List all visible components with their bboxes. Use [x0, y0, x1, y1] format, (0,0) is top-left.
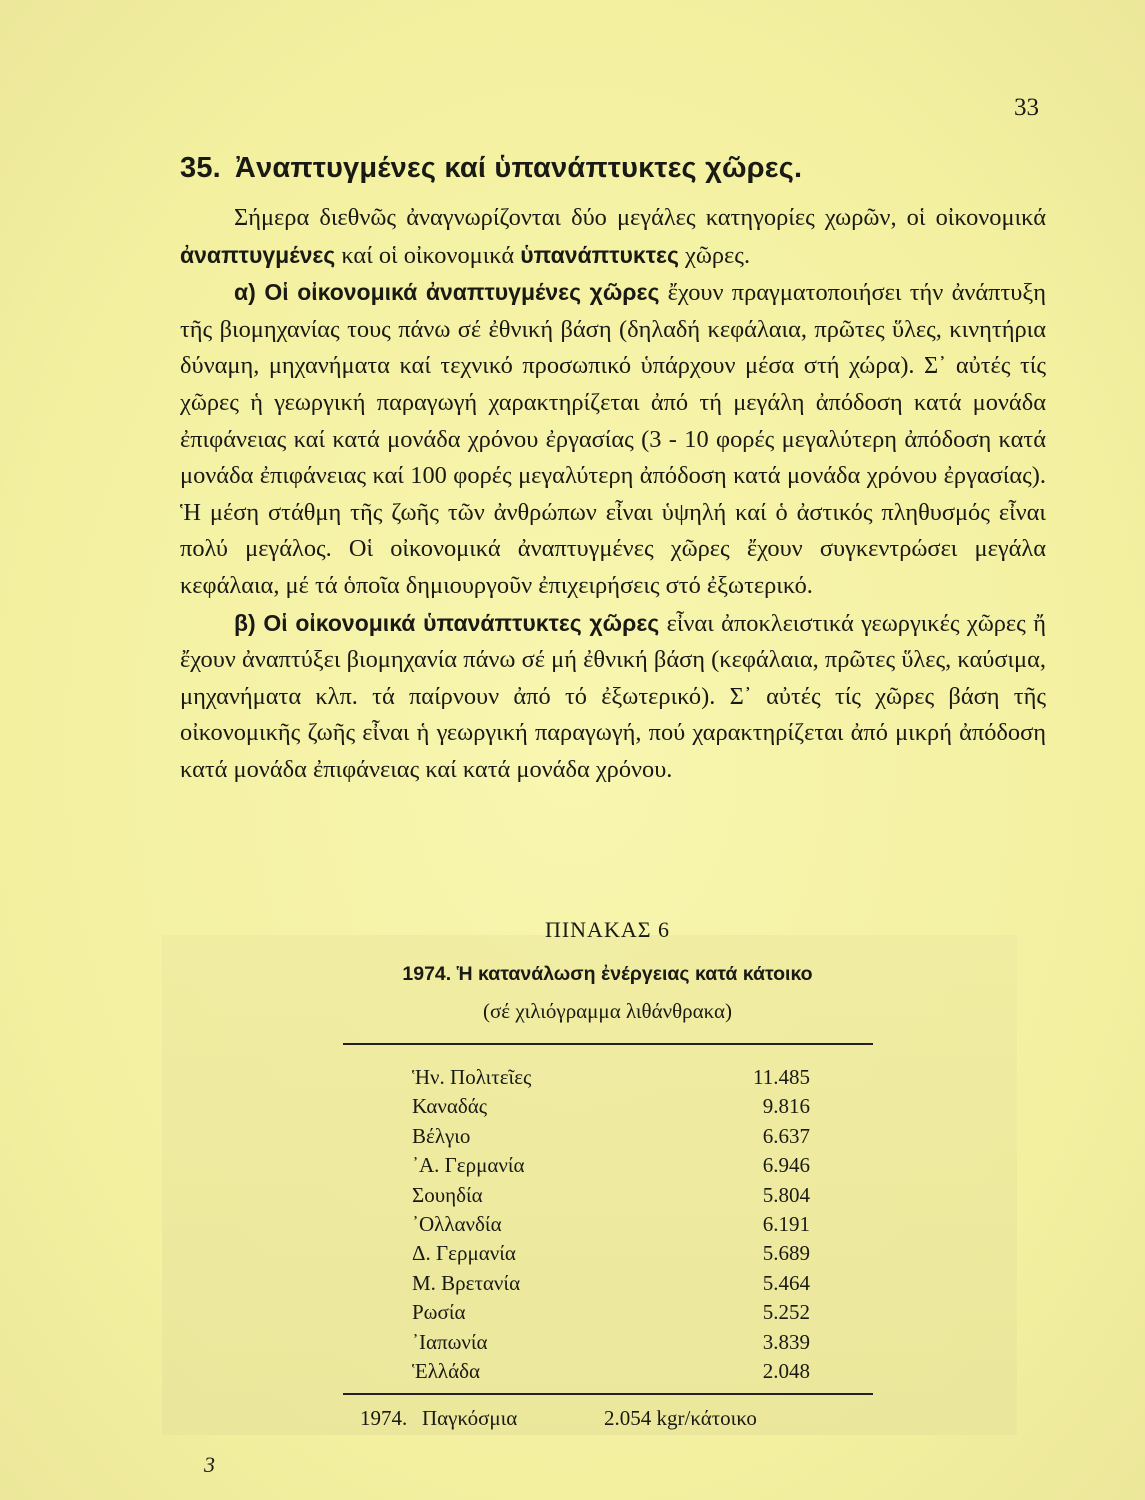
energy-value: 5.689: [762, 1241, 810, 1266]
energy-value: 6.637: [762, 1123, 810, 1148]
country-name: ᾿Ολλανδία: [412, 1211, 502, 1236]
energy-table: [400, 1065, 820, 1388]
signature-mark: 3: [204, 1452, 215, 1477]
energy-value: 5.464: [762, 1270, 810, 1295]
table-title: 1974. Ἡ κατανάλωση ἐνέργειας κατά κάτοικο: [402, 963, 813, 985]
energy-value: 6.946: [762, 1153, 810, 1178]
table-row: [400, 1271, 820, 1300]
page-number: 33: [1014, 94, 1039, 121]
paragraph-underdeveloped: β) Οἱ οἰκονομικά ὑπανάπτυκτες χῶρες εἶναι ἀποκλειστικά γεωργικές χῶρες ἤ ἔχουν ἀναπτύξει βιομηχανία πάνω σέ μή ἐθνική βάση (κεφάλαια, πρῶτες ὕλες, καύσιμα, μηχανήματα κλπ. τά παίρνουν ἀπό τό ἐξωτερικό). Σ᾽ αὐτές τίς χῶρες βάση τῆς οἰκονομικῆς ζωῆς εἶναι ἡ γεωργική παραγωγή, πού χαρακτηρίζεται ἀπό μικρή ἀπόδοση κατά μονάδα ἐπιφάνειας καί κατά μονάδα χρόνου.: [180, 609, 1046, 783]
country-name: Βέλγιο: [412, 1123, 471, 1148]
total-label: Παγκόσμια: [422, 1406, 518, 1430]
country-name: Καναδάς: [412, 1094, 488, 1119]
paragraph-developed: α) Οἱ οἰκονομικά ἀναπτυγμένες χῶρες ἔχουν πραγματοποιήσει τήν ἀνάπτυξη τῆς βιομηχανίας τους πάνω σέ ἐθνική βάση (δηλαδή κεφάλαια, πρῶτες ὕλες, κινητήρια δύναμη, μηχανήματα καί τεχνικό προσωπικό ὑπάρχουν μέσα στή χώρα). Σ᾽ αὐτές τίς χῶρες ἡ γεωργική παραγωγή χαρακτηρίζεται ἀπό τή μεγάλη ἀπόδοση κατά μονάδα ἐπιφάνειας καί κατά μονάδα χρόνου ἐργασίας (3 - 10 φορές μεγαλύτερη ἀπόδοση κατά μονάδα ἐπιφάνειας καί 100 φορές μεγαλύτερη ἀπόδοση κατά μονάδα χρόνου ἐργασίας). Ἡ μέση στάθμη τῆς ζωῆς τῶν ἀνθρώπων εἶναι ὑψηλή καί ὁ ἀστικός πληθυσμός εἶναι πολύ μεγάλος. Οἱ οἰκονομικά ἀναπτυγμένες χῶρες ἔχουν συγκεντρώσει μεγάλα κεφάλαια, μέ τά ὁποῖα δημιουργοῦν ἐπιχειρήσεις στό ἐξωτερικό.: [180, 279, 1046, 599]
country-name: Δ. Γερμανία: [412, 1241, 516, 1266]
table-row: [400, 1241, 820, 1270]
energy-value: 5.252: [762, 1300, 810, 1325]
total-value: 2.054 kgr/κάτοικο: [604, 1406, 757, 1430]
country-name: Σουηδία: [412, 1182, 483, 1207]
paragraph-lead: β) Οἱ οἰκονομικά ὑπανάπτυκτες χῶρες: [234, 609, 660, 636]
energy-value: 6.191: [762, 1211, 810, 1236]
energy-value: 2.048: [762, 1358, 810, 1383]
energy-value: 5.804: [762, 1182, 810, 1207]
section-heading: [180, 152, 802, 185]
section-title: Ἀναπτυγμένες καί ὑπανάπτυκτες χῶρες.: [234, 152, 803, 184]
section-number: 35.: [180, 152, 221, 184]
paragraph-intro: Σήμερα διεθνῶς ἀναγνωρίζονται δύο μεγάλες κατηγορίες χωρῶν, οἱ οἰκονομικά ἀναπτυγμένες καί οἱ οἰκονομικά ὑπανάπτυκτες χῶρες.: [180, 204, 1046, 269]
table-row: [400, 1153, 820, 1182]
country-name: ᾿Α. Γερμανία: [412, 1153, 525, 1178]
table-row: [400, 1065, 820, 1094]
table-row: [400, 1300, 820, 1329]
table-row: [400, 1124, 820, 1153]
table-row: [400, 1183, 820, 1212]
country-name: Ἡν. Πολιτεῖες: [412, 1065, 532, 1089]
table-bottom-rule: [343, 1393, 873, 1395]
energy-value: 11.485: [753, 1065, 810, 1089]
country-name: ᾿Ιαπωνία: [412, 1329, 488, 1354]
table-unit: (σέ χιλιόγραμμα λιθάνθρακα): [482, 999, 733, 1023]
table-row: [400, 1359, 820, 1388]
country-name: Μ. Βρετανία: [412, 1270, 521, 1295]
table-row: [400, 1212, 820, 1241]
bold-term-underdeveloped: ὑπανάπτυκτες: [520, 241, 679, 268]
table-label: ΠΙΝΑΚΑΣ 6: [544, 917, 671, 942]
paragraph-lead: α) Οἱ οἰκονομικά ἀναπτυγμένες χῶρες: [234, 279, 660, 306]
table-top-rule: [343, 1043, 873, 1045]
table-row: [400, 1094, 820, 1123]
total-year: 1974.: [360, 1406, 408, 1430]
country-name: Ἑλλάδα: [412, 1358, 480, 1383]
body-text: [180, 200, 1046, 789]
country-name: Ρωσία: [412, 1300, 466, 1325]
energy-value: 9.816: [762, 1094, 810, 1119]
table-row: [400, 1330, 820, 1359]
bold-term-developed: ἀναπτυγμένες: [180, 241, 336, 268]
energy-value: 3.839: [762, 1329, 810, 1354]
